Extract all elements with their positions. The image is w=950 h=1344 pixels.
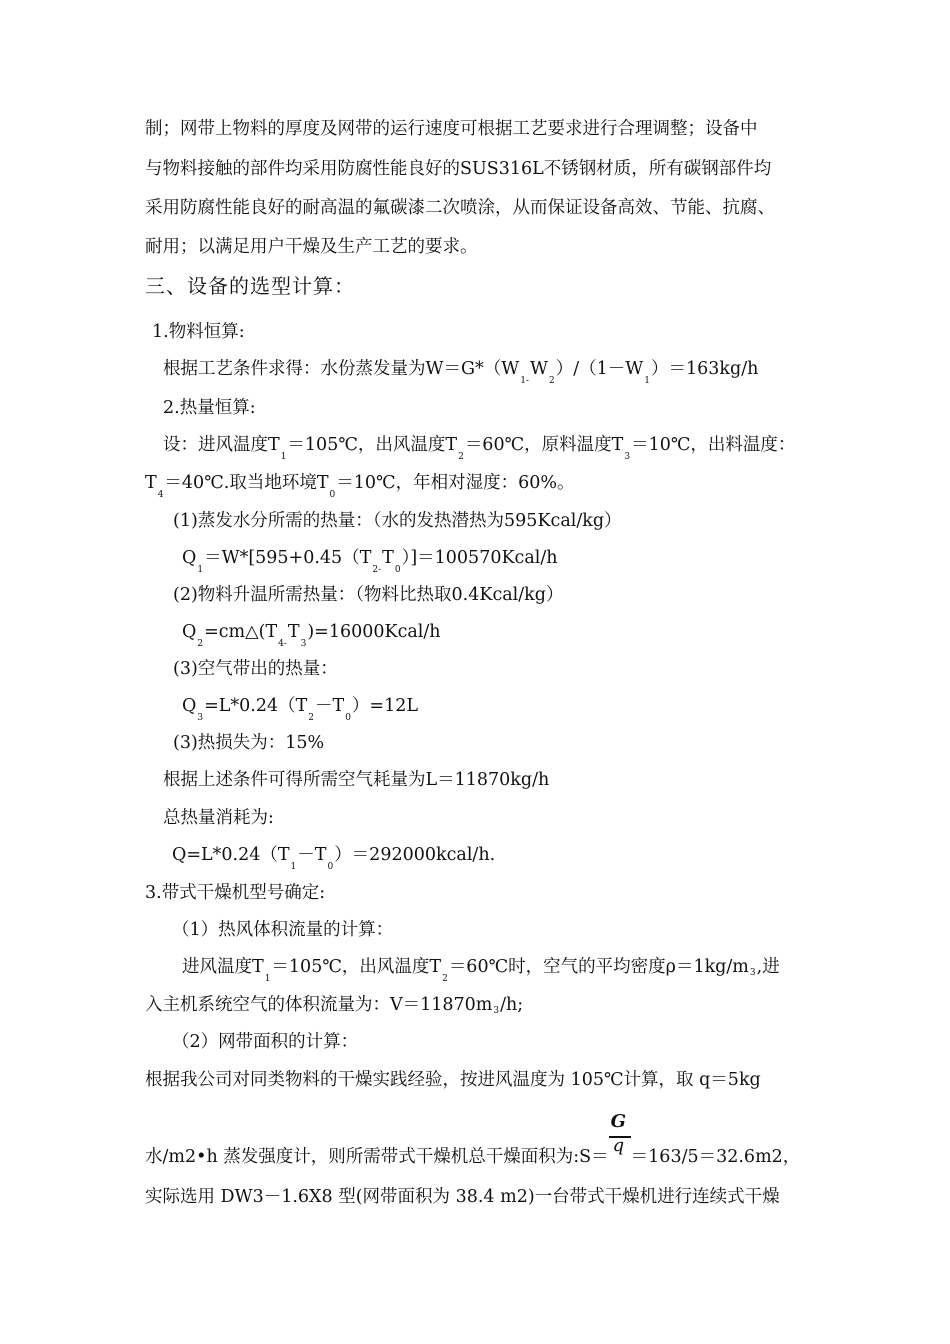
area-line2-a: 水/m2•h 蒸发强度计，则所需带式干燥机总干燥面积为:S＝ <box>145 1147 609 1167</box>
cond-c: ＝60℃，原料温度T <box>464 435 624 455</box>
flow-a: 进风温度T <box>182 957 264 977</box>
q1-c: T <box>382 548 394 568</box>
s2-item3-title: (3)空气带出的热量： <box>173 659 338 679</box>
q3-b: =L*0.24（T <box>204 696 308 716</box>
q1-b: ＝W*[595+0.45（T <box>204 548 372 568</box>
cond-sub1: 1 <box>280 452 287 462</box>
s1-sub3: 1 <box>644 376 650 386</box>
s3-item1-title: （1）热风体积流量的计算： <box>172 920 394 940</box>
q1-sub3: 0 <box>394 565 401 575</box>
flow-sub1: 1 <box>264 974 271 984</box>
cond2-b: ＝40℃.取当地环境T <box>164 473 329 493</box>
q-sub1: 1 <box>290 862 297 872</box>
q3-a: Q <box>182 696 197 716</box>
total-heat-title: 总热量消耗为: <box>163 808 274 828</box>
cond2-sub4: 4 <box>157 490 164 500</box>
q2-d: )=16000Kcal/h <box>307 622 441 642</box>
s1-formula-b: ）/（1－W <box>555 359 644 379</box>
q3-sub2: 2 <box>308 713 314 723</box>
cond-sub2: 2 <box>458 452 464 462</box>
fraction-denominator: q <box>612 1134 625 1156</box>
s1-sub2: 2 <box>548 376 555 386</box>
q2-a: Q <box>182 622 197 642</box>
paragraph-line-4: 耐用；以满足用户干燥及生产工艺的要求。 <box>145 237 478 257</box>
q3-d: ）=12L <box>351 696 418 716</box>
area-line2-b: ＝163/5＝32.6m2， <box>630 1147 801 1167</box>
section-heading: 三、设备的选型计算： <box>145 274 355 298</box>
q1-a: Q <box>182 548 197 568</box>
q1-d: ）]＝100570Kcal/h <box>401 548 558 568</box>
q-c: ）＝292000kcal/h. <box>334 845 496 865</box>
q-a: Q=L*0.24（T <box>172 845 290 865</box>
s3-title: 3.带式干燥机型号确定: <box>145 883 326 903</box>
flow-sub2: 2 <box>442 974 448 984</box>
q2-sub2: 4- <box>278 639 287 649</box>
s1-mid: W <box>529 359 548 379</box>
paragraph-line-3: 采用防腐性能良好的耐高温的氟碳漆二次喷涂，从而保证设备高效、节能、抗腐、 <box>145 198 775 218</box>
q2-sub3: 3 <box>300 639 307 649</box>
q1-sub2: 2- <box>372 565 382 575</box>
q2-sub: 2 <box>197 639 204 649</box>
s1-formula-c: ）＝163kg/h <box>650 359 759 379</box>
s2-conditions-1 <box>163 433 795 462</box>
s2-title: 2.热量恒算: <box>163 398 256 418</box>
air-consumption-line: 根据上述条件可得所需空气耗量为L＝11870kg/h <box>163 770 550 790</box>
q3-c: －T <box>315 696 345 716</box>
s1-sub1: 1- <box>520 376 529 386</box>
cond-d: ＝10℃，出料温度： <box>631 435 796 455</box>
cond2-a: T <box>145 473 157 493</box>
s2-item2-title: (2)物料升温所需热量：（物料比热取0.4Kcal/kg） <box>173 585 564 605</box>
s3-item2-title: （2）网带面积的计算： <box>172 1032 359 1052</box>
s2-conditions-2 <box>145 471 575 500</box>
s1-formula <box>163 357 758 386</box>
flow2-a: 入主机系统空气的体积流量为：V＝11870m <box>145 995 493 1015</box>
flow-d: ,进 <box>756 957 780 977</box>
q1-formula <box>182 546 558 575</box>
q3-formula <box>182 694 418 723</box>
paragraph-line-1: 制；网带上物料的厚度及网带的运行速度可根据工艺要求进行合理调整；设备中 <box>145 119 758 139</box>
total-heat-formula <box>172 843 495 872</box>
q1-sub: 1 <box>197 565 204 575</box>
paragraph-line-2: 与物料接触的部件均采用防腐性能良好的SUS316L不锈钢材质，所有碳钢部件均 <box>145 159 772 179</box>
fraction-g-over-q <box>609 1110 631 1170</box>
cond-a: 设：进风温度T <box>163 435 280 455</box>
s1-title: 1.物料恒算: <box>152 322 245 342</box>
cond2-sub0: 0 <box>329 490 336 500</box>
area-line-2 <box>145 1110 801 1170</box>
flow2-sup: 3 <box>493 1006 500 1016</box>
s1-formula-a: 根据工艺条件求得：水份蒸发量为W＝G*（W <box>163 359 520 379</box>
flow-sup: 3 <box>749 968 756 978</box>
q-sub0: 0 <box>327 862 334 872</box>
q2-b: =cm△(T <box>204 622 278 642</box>
q2-formula <box>182 620 441 649</box>
flow-line-2 <box>145 993 523 1017</box>
fraction-numerator: G <box>610 1110 627 1132</box>
s2-item4-title: (3)热损失为：15% <box>173 733 325 753</box>
flow-c: ＝60℃时，空气的平均密度ρ＝1kg/m <box>448 957 749 977</box>
q2-c: T <box>287 622 300 642</box>
area-line-1: 根据我公司对同类物料的干燥实践经验，按进风温度为 105℃计算，取 q＝5kg <box>145 1070 761 1090</box>
cond-sub3: 3 <box>624 452 631 462</box>
flow2-b: /h; <box>500 995 524 1015</box>
flow-b: ＝105℃，出风温度T <box>271 957 442 977</box>
q3-sub3: 0 <box>345 713 351 723</box>
q-b: －T <box>297 845 327 865</box>
area-line-3: 实际选用 DW3－1.6X8 型(网带面积为 38.4 m2)一台带式干燥机进行连续式干燥 <box>145 1187 780 1207</box>
flow-line-1 <box>182 955 780 984</box>
cond-b: ＝105℃，出风温度T <box>287 435 458 455</box>
q3-sub: 3 <box>197 713 204 723</box>
s2-item1-title: (1)蒸发水分所需的热量：（水的发热潜热为595Kcal/kg） <box>173 511 622 531</box>
cond2-c: ＝10℃，年相对湿度：60%。 <box>336 473 575 493</box>
